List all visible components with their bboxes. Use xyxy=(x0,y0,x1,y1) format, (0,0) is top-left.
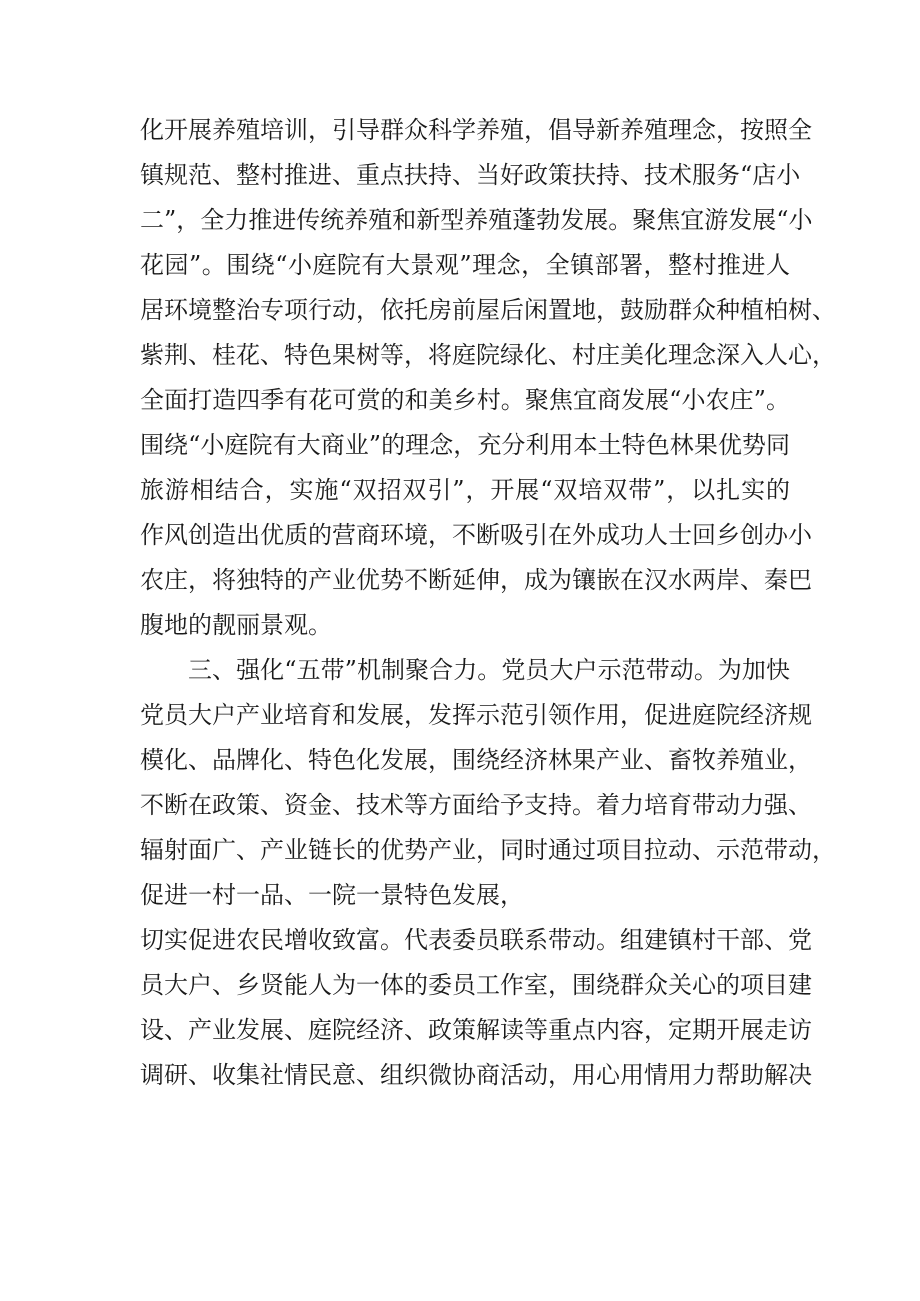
text-line: 农庄，将独特的产业优势不断延伸，成为镶嵌在汉水两岸、秦巴 xyxy=(140,566,812,594)
text-line: 不断在政策、资金、技术等方面给予支持。着力培育带动力强、 xyxy=(140,791,812,819)
text-line: 紫荆、桂花、特色果树等，将庭院绿化、村庄美化理念深入人心， xyxy=(140,341,836,369)
text-line: 围绕“小庭院有大商业”的理念，充分利用本土特色林果优势同 xyxy=(140,431,790,459)
text-line: 二”，全力推进传统养殖和新型养殖蓬勃发展。聚焦宜游发展“小 xyxy=(140,206,813,234)
text-line: 旅游相结合，实施“双招双引”，开展“双培双带”，以扎实的 xyxy=(140,476,790,504)
text-line: 切实促进农民增收致富。代表委员联系带动。组建镇村干部、党 xyxy=(140,926,812,954)
text-line: 腹地的靓丽景观。 xyxy=(140,611,332,639)
text-line: 员大户、乡贤能人为一体的委员工作室，围绕群众关心的项目建 xyxy=(140,971,812,999)
text-line: 镇规范、整村推进、重点扶持、当好政策扶持、技术服务“店小 xyxy=(140,161,801,189)
text-line: 辐射面广、产业链长的优势产业，同时通过项目拉动、示范带动， xyxy=(140,836,836,864)
text-line: 模化、品牌化、特色化发展，围绕经济林果产业、畜牧养殖业， xyxy=(140,746,812,774)
text-line: 花园”。围绕“小庭院有大景观”理念，全镇部署，整村推进人 xyxy=(140,251,790,279)
text-line: 党员大户产业培育和发展，发挥示范引领作用，促进庭院经济规 xyxy=(140,701,812,729)
text-line: 化开展养殖培训，引导群众科学养殖，倡导新养殖理念，按照全 xyxy=(140,116,812,144)
text-line: 居环境整治专项行动，依托房前屋后闲置地，鼓励群众种植柏树、 xyxy=(140,296,836,324)
text-line: 调研、收集社情民意、组织微协商活动，用心用情用力帮助解决 xyxy=(140,1061,812,1089)
text-line: 作风创造出优质的营商环境，不断吸引在外成功人士回乡创办小 xyxy=(140,521,812,549)
text-line: 全面打造四季有花可赏的和美乡村。聚焦宜商发展“小农庄”。 xyxy=(140,386,790,414)
text-line: 设、产业发展、庭院经济、政策解读等重点内容，定期开展走访 xyxy=(140,1016,812,1044)
text-line: 促进一村一品、一院一景特色发展， xyxy=(140,881,524,909)
paragraph-heading-line: 三、强化“五带”机制聚合力。党员大户示范带动。为加快 xyxy=(188,656,790,684)
